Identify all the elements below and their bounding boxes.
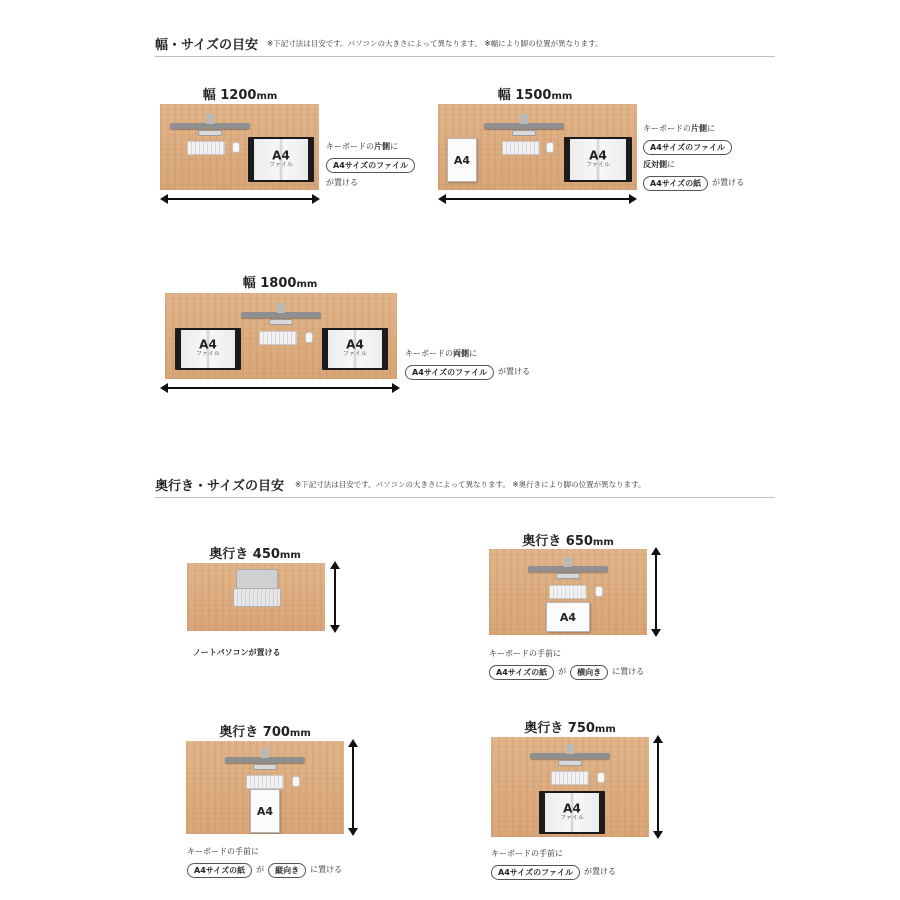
a4-file-icon — [175, 328, 241, 370]
a4-file-badge: A4サイズのファイル — [405, 365, 494, 380]
monitor-foot — [556, 573, 580, 579]
mouse-icon — [305, 332, 313, 343]
width-arrow — [160, 194, 320, 204]
depth-unit: mm — [279, 550, 301, 561]
monitor-neck — [277, 303, 285, 313]
depth-value: 750 — [567, 721, 595, 736]
monitor-neck — [206, 114, 214, 124]
keyboard-icon — [549, 585, 587, 599]
width-section-header — [155, 34, 775, 57]
desc-text: キーボードの手前に — [187, 847, 259, 856]
desk-depth-650-image — [489, 549, 647, 635]
a4-file-badge: A4サイズのファイル — [643, 140, 732, 155]
depth-section-note: ※下記寸法は目安です。パソコンの大きさによって異なります。 ※奥行きにより脚の位置が異なります。 — [295, 480, 646, 489]
width-prefix: 幅 — [242, 276, 256, 291]
depth-unit: mm — [289, 728, 311, 739]
mouse-icon — [292, 776, 300, 787]
monitor-neck — [261, 748, 269, 758]
desc-emphasis: 片側 — [691, 124, 707, 133]
width-section-note: ※下記寸法は目安です。パソコンの大きさによって異なります。 ※幅により脚の位置が異なります。 — [267, 39, 603, 48]
depth-value: 700 — [262, 725, 290, 740]
depth-arrow — [348, 739, 358, 836]
desc-text: が — [256, 865, 265, 874]
width-arrow — [438, 194, 637, 204]
a4-paper-badge: A4サイズの紙 — [187, 863, 252, 878]
depth-arrow — [330, 561, 340, 633]
depth-650-description — [489, 645, 644, 681]
desk-1200-image — [160, 104, 319, 190]
a4-file-badge: A4サイズのファイル — [326, 158, 415, 173]
desc-text: に — [469, 349, 477, 358]
width-prefix: 幅 — [202, 88, 216, 103]
desc-text: に — [390, 142, 398, 151]
a4-label: A4 — [559, 610, 577, 624]
desk-depth-750-image — [491, 737, 649, 837]
depth-750-description — [491, 845, 616, 881]
desc-emphasis: 片側 — [374, 142, 390, 151]
desc-emphasis: 両側 — [453, 349, 469, 358]
depth-unit: mm — [592, 537, 614, 548]
monitor-foot — [269, 319, 293, 325]
desc-text: キーボードの — [326, 142, 374, 151]
monitor-neck — [566, 744, 574, 754]
a4-label: A4 — [199, 337, 217, 352]
desc-text: が — [558, 667, 567, 676]
desk-1800-image — [165, 293, 397, 379]
a4-label: A4 — [453, 153, 471, 167]
file-label: ファイル — [343, 350, 367, 358]
desk-depth-450-image — [187, 563, 325, 631]
depth-750-label — [520, 717, 620, 736]
width-unit: mm — [296, 279, 318, 290]
width-value: 1500 — [515, 88, 552, 103]
width-section-title: 幅・サイズの目安 — [155, 38, 258, 53]
a4-paper-badge: A4サイズの紙 — [643, 176, 708, 191]
desc-text: キーボードの — [643, 124, 691, 133]
desc-text: が置ける — [326, 178, 358, 187]
desc-text: に置ける — [310, 865, 343, 874]
depth-value: 450 — [252, 547, 280, 562]
desc-text: に — [667, 160, 675, 169]
width-value: 1200 — [220, 88, 257, 103]
monitor-foot — [198, 130, 222, 136]
desc-text: に — [707, 124, 715, 133]
depth-arrow — [651, 547, 661, 637]
monitor-foot — [512, 130, 536, 136]
monitor-foot — [558, 760, 582, 766]
monitor-neck — [564, 557, 572, 567]
width-arrow — [160, 383, 400, 393]
depth-450-description — [193, 644, 280, 662]
depth-prefix: 奥行き — [209, 547, 249, 562]
width-1500-description — [643, 120, 744, 192]
mouse-icon — [546, 142, 554, 153]
a4-file-icon — [322, 328, 388, 370]
depth-arrow — [653, 735, 663, 839]
desc-text: に置ける — [612, 667, 645, 676]
a4-label: A4 — [256, 804, 274, 818]
keyboard-icon — [246, 775, 284, 789]
landscape-badge: 横向き — [570, 665, 608, 680]
a4-paper-portrait-icon — [250, 789, 280, 833]
keyboard-icon — [259, 331, 297, 345]
desc-emphasis: 反対側 — [643, 160, 667, 169]
portrait-badge: 縦向き — [268, 863, 306, 878]
width-value: 1800 — [260, 276, 297, 291]
file-label: ファイル — [196, 350, 220, 358]
monitor-foot — [253, 764, 277, 770]
depth-prefix: 奥行き — [522, 534, 562, 549]
a4-file-icon — [248, 137, 314, 182]
a4-file-icon — [539, 791, 605, 834]
depth-700-description — [187, 843, 342, 879]
depth-section-header — [155, 475, 775, 498]
mouse-icon — [597, 772, 605, 783]
desc-text: キーボードの手前に — [491, 849, 563, 858]
keyboard-icon — [551, 771, 589, 785]
a4-file-icon — [564, 137, 632, 182]
width-1200-description — [326, 138, 419, 192]
desc-emphasis: ノートパソコンが置ける — [193, 648, 281, 657]
desc-text: が置ける — [497, 367, 530, 376]
desc-text: が置ける — [583, 867, 616, 876]
a4-paper-icon — [447, 138, 477, 182]
laptop-icon — [233, 569, 281, 607]
keyboard-icon — [187, 141, 225, 155]
a4-paper-landscape-icon — [546, 602, 590, 632]
desc-text: キーボードの — [405, 349, 453, 358]
width-prefix: 幅 — [497, 88, 511, 103]
keyboard-icon — [502, 141, 540, 155]
depth-prefix: 奥行き — [524, 721, 564, 736]
a4-label: A4 — [589, 148, 607, 163]
a4-label: A4 — [272, 148, 290, 163]
width-1800-description — [405, 345, 530, 381]
desc-text: キーボードの手前に — [489, 649, 561, 658]
depth-450-label — [205, 543, 305, 562]
a4-label: A4 — [563, 801, 581, 816]
mouse-icon — [232, 142, 240, 153]
width-unit: mm — [256, 91, 278, 102]
mouse-icon — [595, 586, 603, 597]
width-1200-label — [200, 84, 280, 103]
width-unit: mm — [551, 91, 573, 102]
a4-paper-badge: A4サイズの紙 — [489, 665, 554, 680]
file-label: ファイル — [560, 814, 584, 822]
width-1500-label — [495, 84, 575, 103]
a4-file-badge: A4サイズのファイル — [491, 865, 580, 880]
depth-section-title: 奥行き・サイズの目安 — [155, 479, 284, 494]
desk-depth-700-image — [186, 741, 344, 834]
a4-label: A4 — [346, 337, 364, 352]
file-label: ファイル — [586, 161, 610, 169]
file-label: ファイル — [269, 161, 293, 169]
depth-650-label — [518, 530, 618, 549]
desc-text: が置ける — [712, 178, 745, 187]
depth-700-label — [215, 721, 315, 740]
depth-unit: mm — [594, 724, 616, 735]
depth-prefix: 奥行き — [219, 725, 259, 740]
monitor-neck — [520, 114, 528, 124]
depth-value: 650 — [565, 534, 593, 549]
desk-1500-image — [438, 104, 637, 190]
width-1800-label — [240, 272, 320, 291]
